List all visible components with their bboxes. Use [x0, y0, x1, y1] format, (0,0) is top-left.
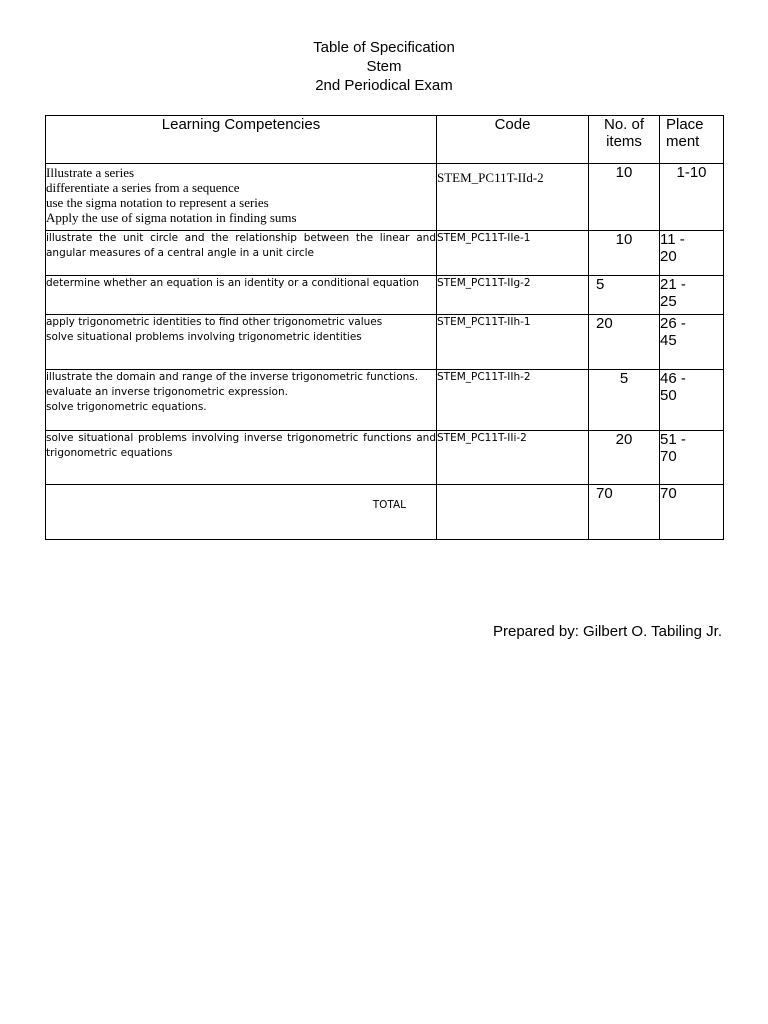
placement-cell [660, 431, 724, 485]
items-cell: 5 [589, 370, 660, 431]
table-row [46, 370, 724, 431]
items-cell: 5 [589, 276, 660, 315]
competency-text: determine whether an equation is an identity or a conditional equation [46, 277, 420, 289]
code-cell: STEM_PC11T-IIi-2 [437, 431, 589, 485]
competency-text: solve situational problems involving trigonometric identities [46, 331, 362, 343]
competency-text: use the sigma notation to represent a series [46, 195, 269, 210]
header-number-of-items [589, 116, 660, 164]
items-cell: 10 [589, 231, 660, 276]
placement-line2: 45 [660, 332, 677, 349]
placement-cell [660, 164, 724, 231]
specification-table [45, 115, 724, 540]
competencies-cell [46, 276, 437, 315]
table-row [46, 315, 724, 370]
placement-line1: 26 - [660, 315, 686, 332]
placement-cell [660, 231, 724, 276]
prepared-by: Prepared by: Gilbert O. Tabiling Jr. [493, 623, 722, 640]
placement-line2: 25 [660, 293, 677, 310]
competency-text: illustrate the unit circle and the relationship between the linear and angular measures of a central angle in a unit circle [46, 232, 436, 259]
placement-line1: 51 - [660, 431, 686, 448]
table-row [46, 431, 724, 485]
total-label: TOTAL [46, 485, 437, 540]
competency-text: apply trigonometric identities to find other trigonometric values [46, 316, 383, 328]
code-cell: STEM_PC11T-IIh-2 [437, 370, 589, 431]
total-code-cell [437, 485, 589, 540]
header-placement-line1: Place [666, 116, 704, 133]
table-row [46, 231, 724, 276]
competency-text: illustrate the domain and range of the inverse trigonometric functions. [46, 371, 419, 383]
competency-text: Apply the use of sigma notation in finding sums [46, 210, 297, 225]
competency-text: solve trigonometric equations. [46, 401, 207, 413]
competency-text: differentiate a series from a sequence [46, 180, 240, 195]
competencies-cell [46, 431, 437, 485]
document-title: Table of Specification [313, 39, 455, 56]
table-header-row [46, 116, 724, 164]
header-code: Code [437, 116, 589, 164]
placement-line1: 21 - [660, 276, 686, 293]
code-cell: STEM_PC11T-IId-2 [437, 164, 589, 231]
code-cell: STEM_PC11T-IIh-1 [437, 315, 589, 370]
document-subtitle-strand: Stem [366, 58, 402, 75]
placement-cell [660, 370, 724, 431]
placement-line2: 20 [660, 248, 677, 265]
header-placement [660, 116, 724, 164]
document-title-block [0, 38, 768, 95]
placement-cell [660, 276, 724, 315]
header-items-line2: items [606, 133, 642, 150]
competencies-cell [46, 164, 437, 231]
placement-line2: 70 [660, 448, 677, 465]
competency-text: solve situational problems involving inverse trigonometric functions and trigonometric equations [46, 432, 436, 459]
items-cell: 20 [589, 431, 660, 485]
header-placement-line2: ment [666, 133, 700, 150]
placement-line2: 50 [660, 387, 677, 404]
competency-text: evaluate an inverse trigonometric expression. [46, 386, 288, 398]
competencies-cell [46, 370, 437, 431]
table-row [46, 164, 724, 231]
placement-line1: 46 - [660, 370, 686, 387]
code-cell: STEM_PC11T-IIe-1 [437, 231, 589, 276]
competencies-cell [46, 315, 437, 370]
items-cell: 10 [589, 164, 660, 231]
competency-text: Illustrate a series [46, 165, 135, 180]
header-items-line1: No. of [603, 116, 645, 133]
total-placement: 70 [660, 485, 724, 540]
competencies-cell [46, 231, 437, 276]
items-cell: 20 [589, 315, 660, 370]
placement-line1: 1-10 [676, 164, 707, 181]
placement-cell [660, 315, 724, 370]
table-row [46, 276, 724, 315]
total-items: 70 [589, 485, 660, 540]
table-total-row [46, 485, 724, 540]
document-subtitle-exam: 2nd Periodical Exam [315, 77, 453, 94]
code-cell: STEM_PC11T-IIg-2 [437, 276, 589, 315]
placement-line1: 11 - [660, 231, 685, 248]
header-learning-competencies: Learning Competencies [46, 116, 437, 164]
